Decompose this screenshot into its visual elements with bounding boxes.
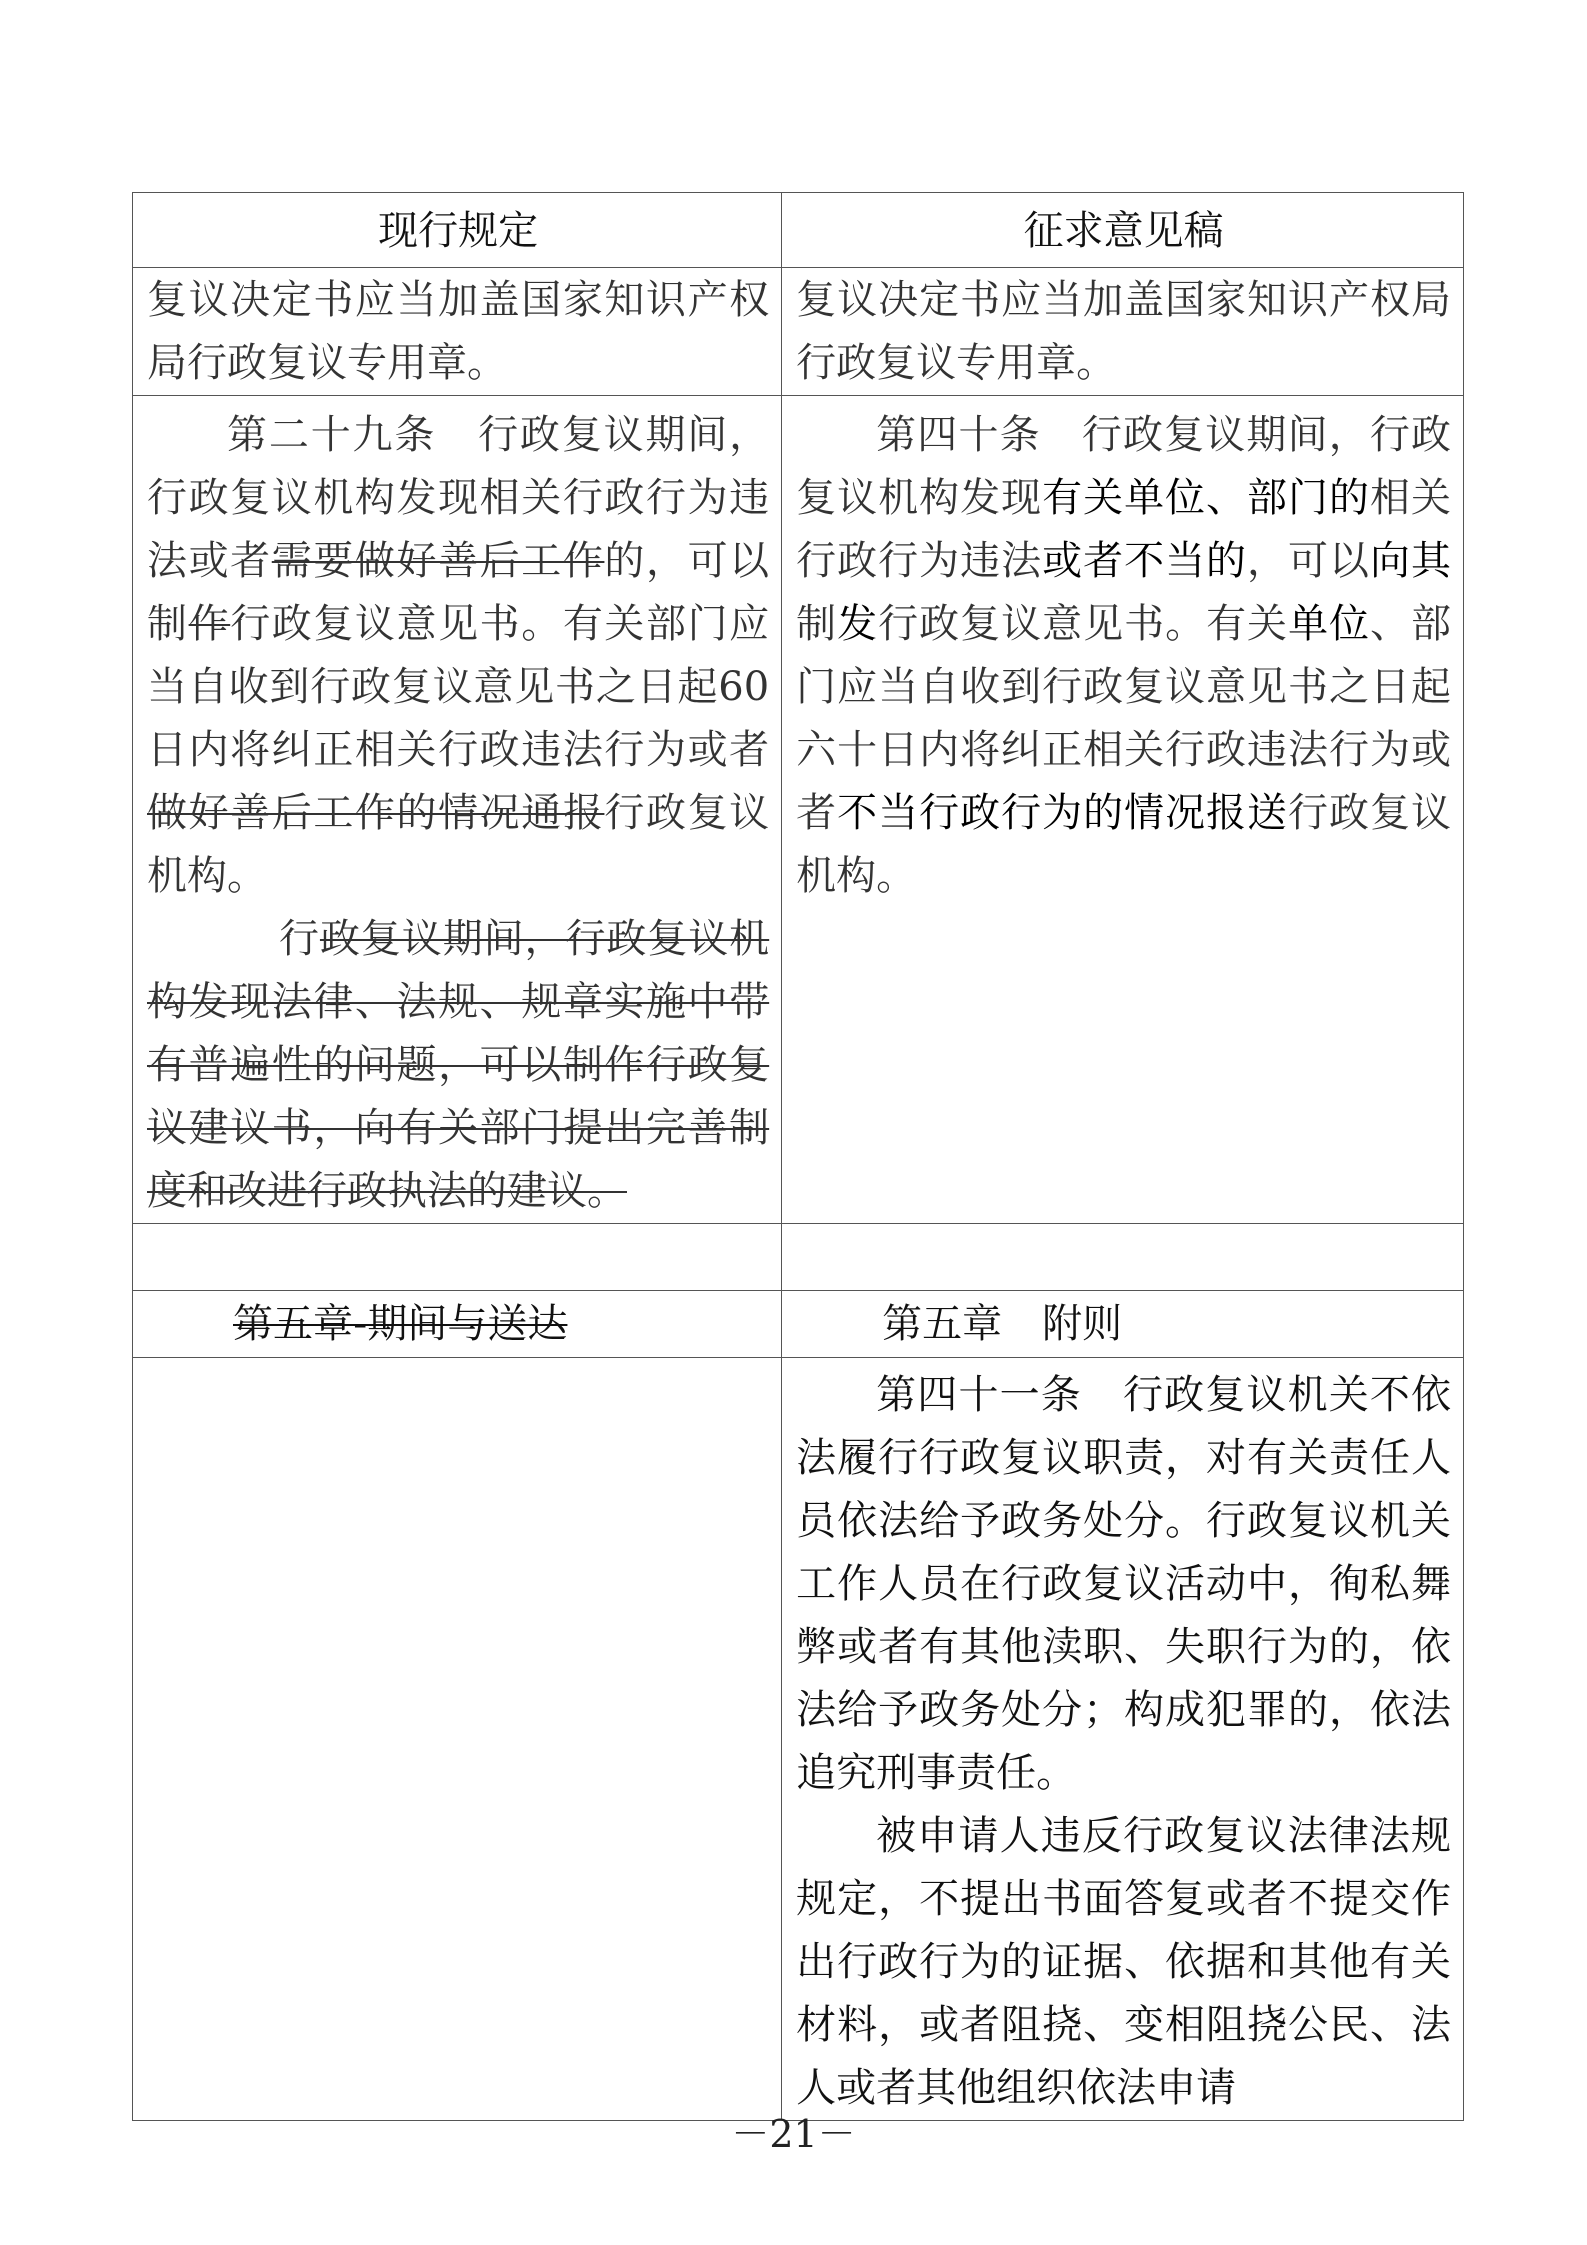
- table-row-empty: [133, 1224, 1464, 1291]
- draft-article-41-paragraph-2: 被申请人违反行政复议法律法规规定，不提出书面答复或者不提交作出行政行为的证据、依据和其他有关材料，或者阻挠、变相阻挠公民、法人或者其他组织依法申请: [796, 1813, 1451, 2111]
- cell-draft-continuation: 复议决定书应当加盖国家知识产权局行政复议专用章。: [782, 268, 1464, 396]
- current-article-29-paragraph: 第二十九条 行政复议期间，行政复议机构发现相关行政行为违法或者需要做好善后工作的，可以制作行政复议意见书。有关部门应当自收到行政复议意见书之日起60日内将纠正相关行政违法行为或者做好善后工作的情况通报行政复议机构。: [147, 412, 770, 899]
- table-row: [133, 268, 1464, 396]
- table-row: [133, 396, 1464, 1224]
- chapter-title-current: 第五章-期间与送达: [233, 1300, 568, 1347]
- header-current-rules: 现行规定: [133, 193, 782, 268]
- current-deleted-paragraph: 行政复议期间，行政复议机构发现法律、法规、规章实施中带有普遍性的问题，可以制作行政复议建议书，向有关部门提出完善制度和改进行政执法的建议。: [147, 916, 770, 1214]
- table-row-chapter: [133, 1291, 1464, 1358]
- deleted-text: 做好善后工作的情况通报: [147, 790, 605, 836]
- empty-cell: [782, 1224, 1464, 1291]
- cell-current-chapter: [133, 1291, 782, 1358]
- deleted-text: 需要做好善后工作: [271, 538, 605, 584]
- table-row: [133, 1358, 1464, 2121]
- added-text: 不当行政行为的情况报送: [837, 790, 1289, 836]
- cell-current-article-29: [133, 396, 782, 1224]
- chapter-title-draft: 第五章 附则: [882, 1300, 1123, 1347]
- deleted-text: 作: [188, 601, 231, 647]
- cell-current-empty: [133, 1358, 782, 2121]
- header-draft: 征求意见稿: [782, 193, 1464, 268]
- added-text: 或者不当的: [1042, 538, 1248, 584]
- empty-cell: [133, 1224, 782, 1291]
- cell-draft-article-40: [782, 396, 1464, 1224]
- draft-article-41-paragraph: 第四十一条 行政复议机关不依法履行行政复议职责，对有关责任人员依法给予政务处分。行政复议机关工作人员在行政复议活动中，徇私舞弊或者有其他渎职、失职行为的，依法给予政务处分；构成犯罪的，依法追究刑事责任。: [796, 1372, 1451, 1796]
- deleted-text: 政复议期间，行政复议机构发现法律、法规、规章实施中带有普遍性的问题，可以制作行政复议建议书，向有关部门提出完善制度和改进行政执法的建议。: [147, 916, 770, 1214]
- cell-draft-chapter: [782, 1291, 1464, 1358]
- table-header-row: [133, 193, 1464, 268]
- added-text: 单位: [1288, 601, 1371, 647]
- cell-draft-article-41: [782, 1358, 1464, 2121]
- added-text: 有关单位、部门的: [1042, 475, 1371, 521]
- added-text: 发: [837, 601, 879, 647]
- draft-article-40-paragraph: 第四十条 行政复议期间，行政复议机构发现有关单位、部门的相关行政行为违法或者不当的，可以向其制发行政复议意见书。有关单位、部门应当自收到行政复议意见书之日起六十日内将纠正相关行政违法行为或者不当行政行为的情况报送行政复议机构。: [796, 412, 1452, 899]
- page-number: －21－: [731, 2112, 856, 2156]
- added-text: 向其: [1370, 538, 1452, 584]
- cell-current-continuation: 复议决定书应当加盖国家知识产权局行政复议专用章。: [133, 268, 782, 396]
- comparison-table: [132, 192, 1464, 2121]
